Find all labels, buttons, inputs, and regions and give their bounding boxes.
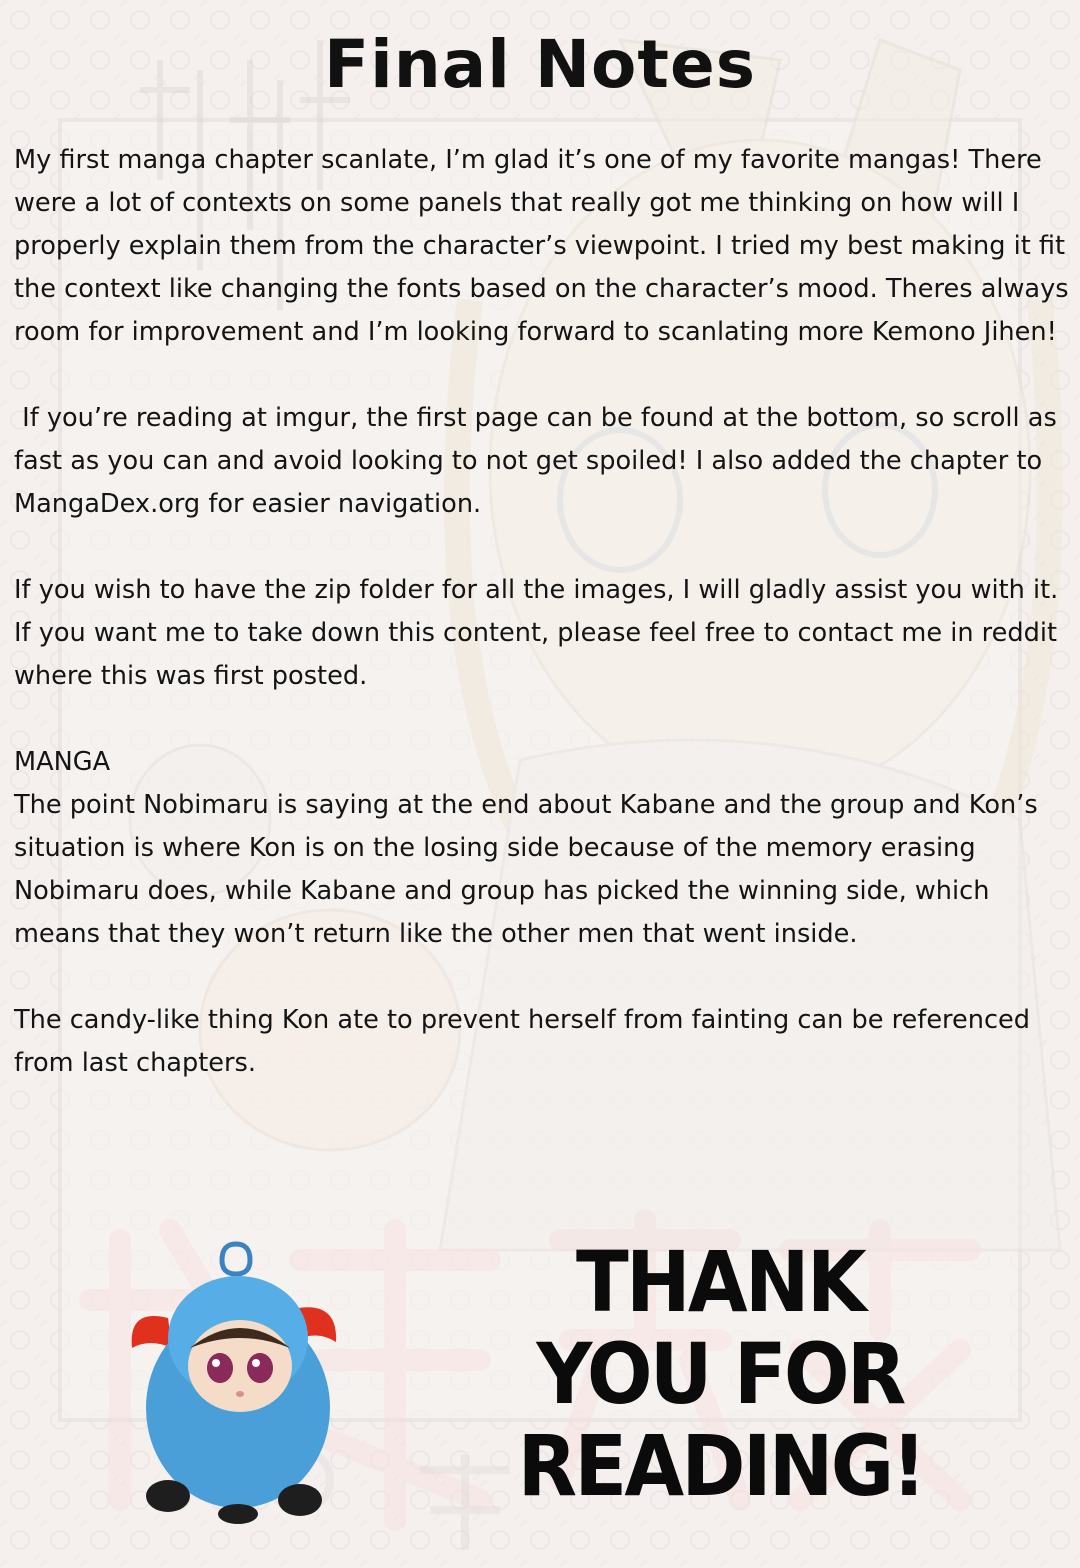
section-label-manga: MANGA <box>14 747 111 777</box>
page-title: Final Notes <box>323 26 756 103</box>
notes-body <box>14 139 1077 1085</box>
thank-you-banner <box>517 1233 924 1515</box>
thank-you-line-2: YOU FOR <box>536 1325 904 1423</box>
thank-you-line-1: THANK <box>576 1233 864 1331</box>
note-paragraph-imgur: If you’re reading at imgur, the first page can be found at the bottom, so scroll as fast as you can and avoid looking to not get spoiled! I also added the chapter to MangaDex.org for easier navigation. <box>14 403 1065 519</box>
plush-mascot-illustration <box>128 1238 348 1528</box>
note-paragraph-contact: If you wish to have the zip folder for all the images, I will gladly assist you with it. If you want me to take down this content, please feel free to contact me in reddit where this was first posted. <box>14 575 1067 691</box>
note-paragraph-nobimaru: The point Nobimaru is saying at the end about Kabane and the group and Kon’s situation is where Kon is on the losing side because of the memory erasing Nobimaru does, while Kabane and group has picked the winning side, which means that they won’t return like the other men that went inside. <box>14 790 1046 949</box>
thank-you-line-3: READING! <box>517 1417 924 1515</box>
note-paragraph-candy: The candy-like thing Kon ate to prevent herself from fainting can be referenced from last chapters. <box>14 1005 1039 1078</box>
note-paragraph-intro: My first manga chapter scanlate, I’m glad it’s one of my favorite mangas! There were a lot of contexts on some panels that really got me thinking on how will I properly explain them from the character’s viewpoint. I tried my best making it fit the context like changing the fonts based on the character’s mood. Theres always room for improvement and I’m looking forward to scanlating more Kemono Jihen! <box>14 145 1077 347</box>
